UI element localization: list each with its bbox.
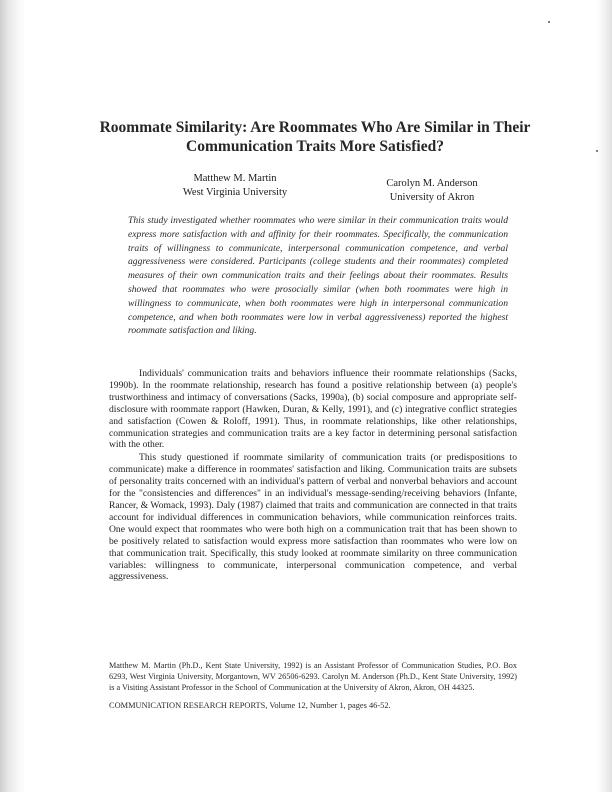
scan-edge-right	[596, 0, 612, 792]
body-text	[109, 368, 517, 584]
paper-title: Roommate Similarity: Are Roommates Who Are Similar in Their Communication Traits More Satisfied?	[99, 119, 531, 155]
scan-edge-left	[0, 0, 26, 792]
author-name: Matthew M. Martin	[193, 173, 277, 184]
body-paragraph: This study questioned if roommate similarity of communication traits (or predispositions to communicate) make a difference in roommates' satisfaction and liking. Communication traits are subsets of personality traits concerned with an individual's pattern of verbal and nonverbal behaviors and account for the "consistencies and differences" in an individual's message-sending/receiving behaviors (Infante, Rancer, & Womack, 1993). Daly (1987) claimed that traits and communication are connected in that traits account for individual differences in communication behaviors, while communication reinforces traits. One would expect that roommates who were both high on a communication trait that has been shown to be positively related to satisfaction would express more satisfaction than roommates who were low on that communication trait. Specifically, this study looked at roommate similarity on three communication variables: willingness to communicate, interpersonal communication competence, and verbal aggressiveness.	[109, 452, 517, 583]
author-block-1	[150, 172, 320, 200]
journal-citation: COMMUNICATION RESEARCH REPORTS, Volume 12, Number 1, pages 46-52.	[109, 701, 391, 710]
body-paragraph: Individuals' communication traits and behaviors influence their roommate relationships (Sacks, 1990b). In the roommate relationship, research has found a positive relationship between (a) people's trustworthiness and intimacy of conversations (Sacks, 1990a), (b) social composure and appropriate self-disclosure with roommate rapport (Hawken, Duran, & Kelly, 1991), and (c) integrative conflict strategies and satisfaction (Cowen & Roloff, 1991). Thus, in roommate relationships, like other relationships, communication strategies and communication traits are a key factor in determining personal satisfaction with the other.	[109, 368, 517, 451]
scan-speck	[548, 21, 550, 23]
author-affiliation: University of Akron	[389, 192, 475, 203]
author-name: Carolyn M. Anderson	[386, 178, 478, 189]
scan-speck	[596, 150, 598, 152]
author-block-2	[352, 177, 512, 205]
author-affiliation: West Virginia University	[182, 187, 288, 198]
abstract: This study investigated whether roommates who were similar in their communication traits would express more satisfaction with and affinity for their roommates. Specifically, the communication traits of willingness to communicate, interpersonal communication competence, and verbal aggressiveness were considered. Participants (college students and their roommates) completed measures of their own communication traits and their feelings about their roommates. Results showed that roommates who were prosocially similar (when both roommates were high in willingness to communicate, when both roommates were high in interpersonal communication competence, and when both roommates were low in verbal aggressiveness) reported the highest roommate satisfaction and liking.	[128, 215, 508, 337]
author-footnote: Matthew M. Martin (Ph.D., Kent State University, 1992) is an Assistant Professor of Communication Studies, P.O. Box 6293, West Virginia University, Morgantown, WV 26506-6293. Carolyn M. Anderson (Ph.D., Kent State University, 1992) is a Visiting Assistant Professor in the School of Communication at the University of Akron, Akron, OH 44325.	[109, 661, 517, 693]
